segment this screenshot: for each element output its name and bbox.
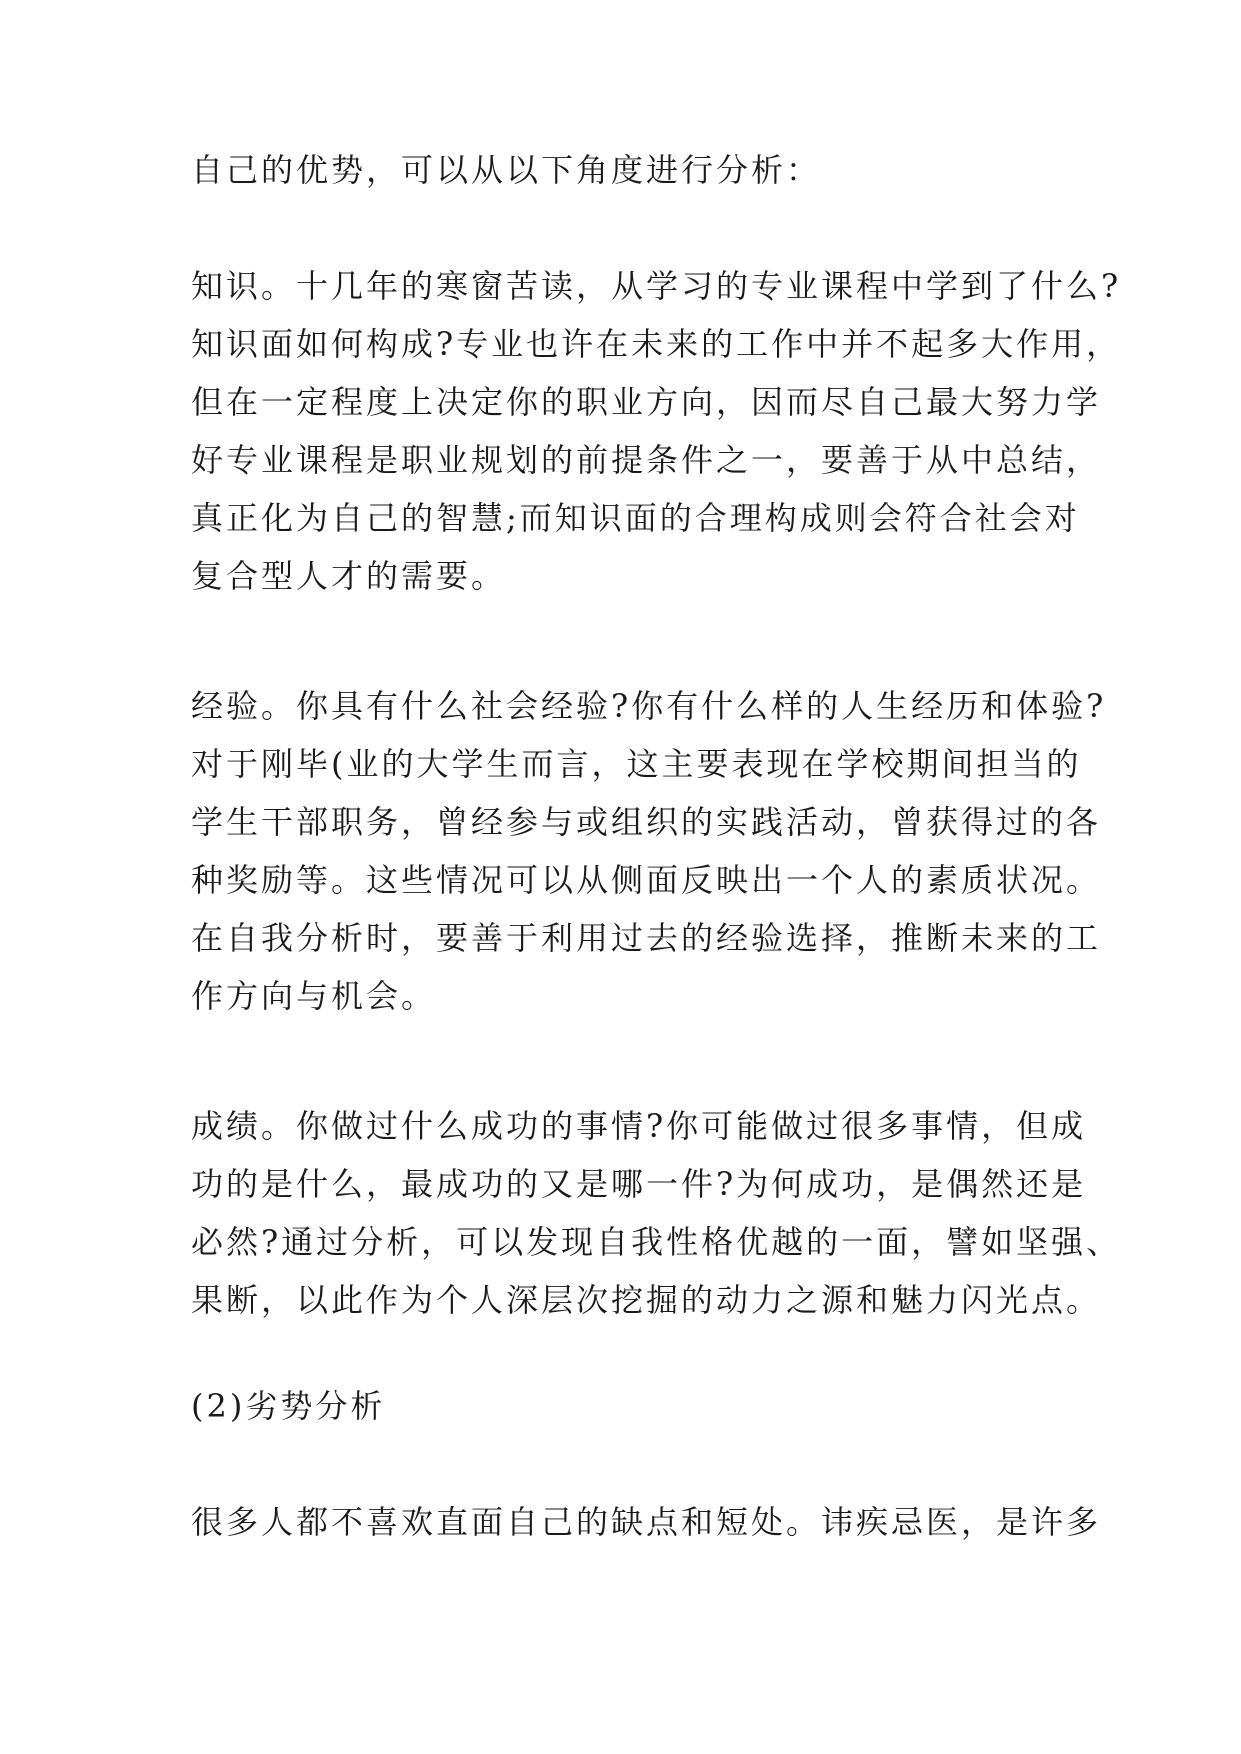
text-line: 作方向与机会。 <box>191 977 437 1015</box>
text-line: 很多人都不喜欢直面自己的缺点和短处。讳疾忌医，是许多 <box>191 1503 1102 1541</box>
text-line: 真正化为自己的智慧;而知识面的合理构成则会符合社会对 <box>191 499 1080 537</box>
text-line: 学生干部职务，曾经参与或组织的实践活动，曾获得过的各 <box>191 803 1102 841</box>
text-line: 经验。你具有什么社会经验?你有什么样的人生经历和体验? <box>191 687 1107 725</box>
section-heading-weakness <box>191 1377 1061 1435</box>
text-line: 果断，以此作为个人深层次挖掘的动力之源和魅力闪光点。 <box>191 1281 1102 1319</box>
text-line: 复合型人才的需要。 <box>191 557 507 595</box>
text-line: 对于刚毕(业的大学生而言，这主要表现在学校期间担当的 <box>191 745 1082 783</box>
text-line: 但在一定程度上决定你的职业方向，因而尽自己最大努力学 <box>191 383 1102 421</box>
section-heading: (2)劣势分析 <box>191 1387 386 1425</box>
paragraph-achievements <box>191 1097 1122 1329</box>
text-line: 自己的优势，可以从以下角度进行分析： <box>191 151 822 189</box>
text-line: 种奖励等。这些情况可以从侧面反映出一个人的素质状况。 <box>191 861 1102 899</box>
text-line: 在自我分析时，要善于利用过去的经验选择，推断未来的工 <box>191 919 1102 957</box>
text-line: 必然?通过分析，可以发现自我性格优越的一面，譬如坚强、 <box>191 1223 1122 1261</box>
text-line: 知识面如何构成?专业也许在未来的工作中并不起多大作用， <box>191 325 1122 363</box>
paragraph-weakness <box>191 1493 1102 1551</box>
text-line: 功的是什么，最成功的又是哪一件?为何成功，是偶然还是 <box>191 1165 1087 1203</box>
text-line: 知识。十几年的寒窗苦读，从学习的专业课程中学到了什么? <box>191 267 1122 305</box>
text-line: 成绩。你做过什么成功的事情?你可能做过很多事情，但成 <box>191 1107 1087 1145</box>
paragraph-intro <box>191 141 1061 199</box>
paragraph-knowledge <box>191 257 1122 605</box>
text-line: 好专业课程是职业规划的前提条件之一，要善于从中总结， <box>191 441 1102 479</box>
paragraph-experience <box>191 677 1107 1025</box>
